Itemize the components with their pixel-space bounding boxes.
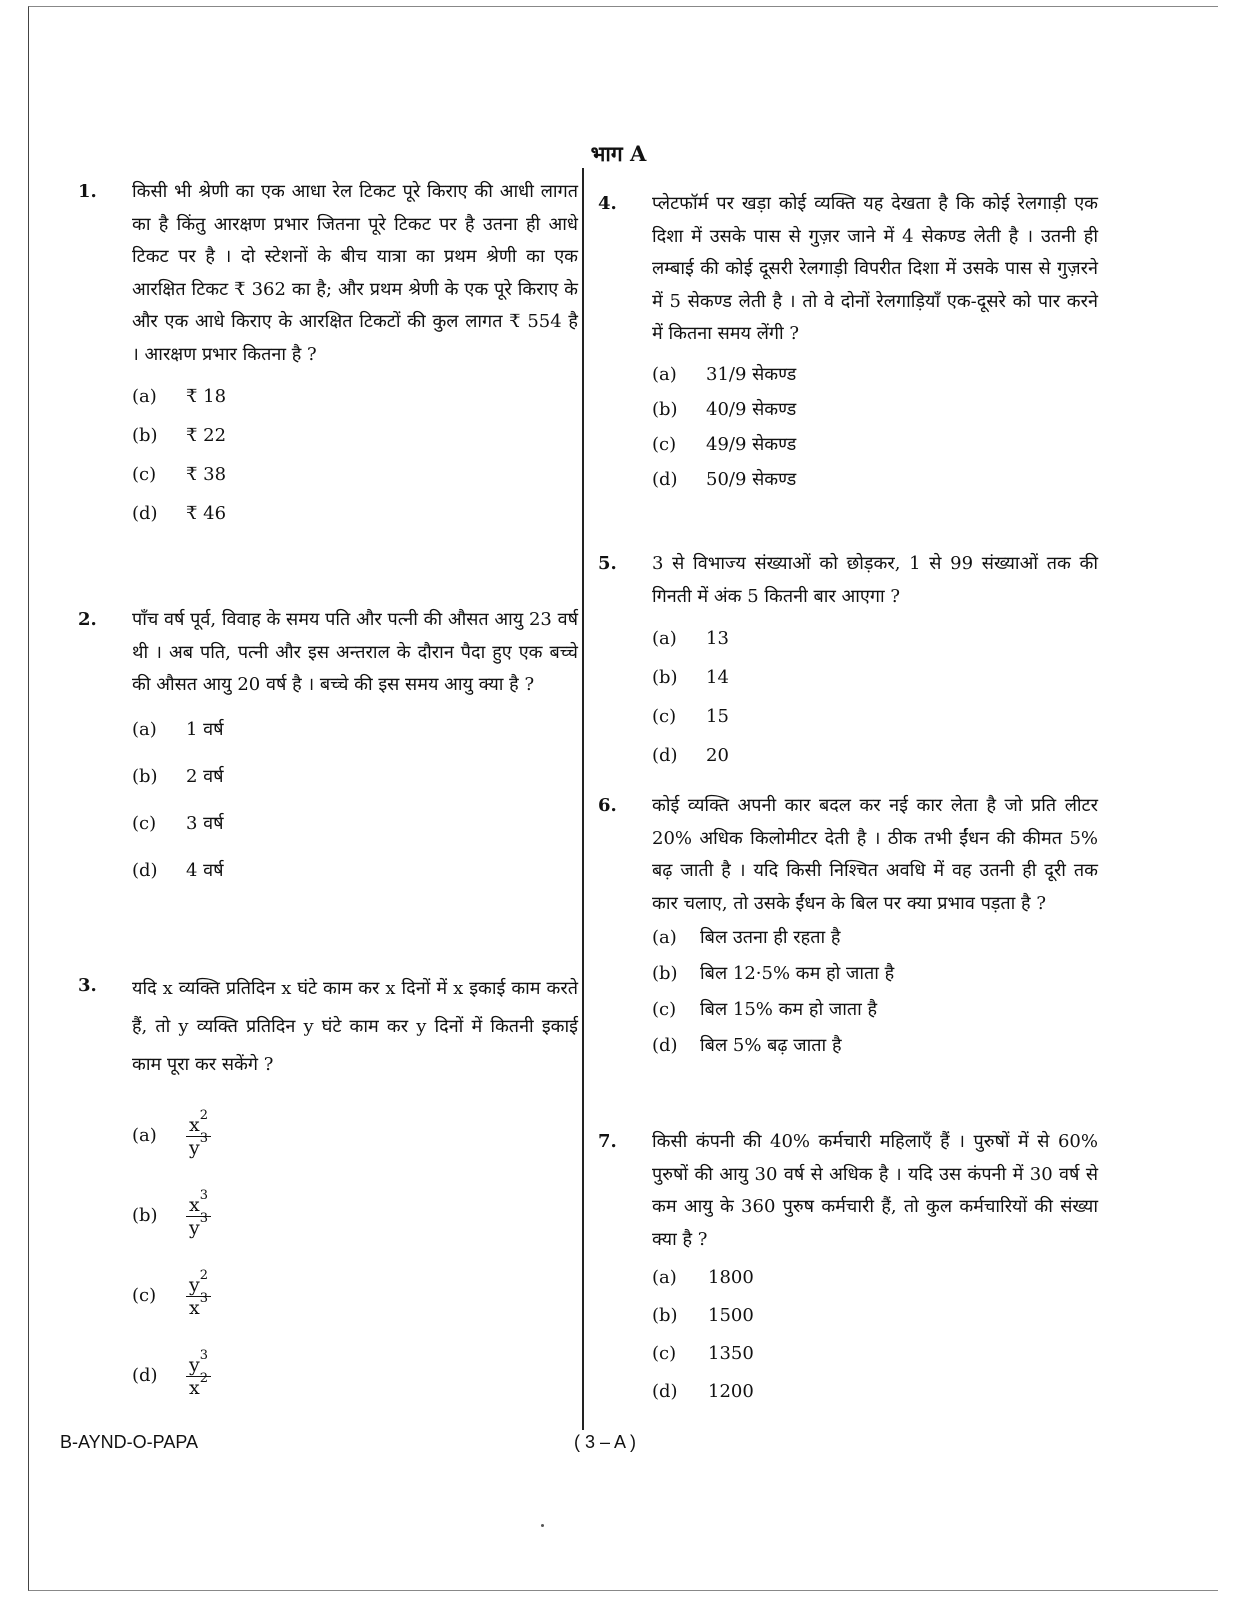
option — [652, 1338, 1098, 1370]
question-number: 7. — [598, 1131, 617, 1152]
option-label: (d) — [132, 1365, 158, 1386]
question-text: 3 से विभाज्य संख्याओं को छोड़कर, 1 से 99 संख्याओं तक की गिनती में अंक 5 कितनी बार आएगा ? — [652, 553, 1098, 607]
option-label: (b) — [132, 425, 158, 446]
option — [132, 459, 578, 491]
question-number: 5. — [598, 553, 617, 574]
option-value: बिल 15% कम हो जाता है — [700, 999, 878, 1020]
option-label: (c) — [132, 812, 157, 834]
option-label: (d) — [132, 503, 158, 524]
option — [652, 359, 1098, 391]
option-label: (d) — [652, 468, 678, 490]
option — [132, 498, 578, 530]
question-1 — [78, 176, 578, 530]
option — [652, 994, 1098, 1026]
option-label: (c) — [652, 999, 677, 1020]
option-label: (d) — [652, 745, 678, 766]
section-heading: भाग A — [590, 141, 647, 166]
question-text: पाँच वर्ष पूर्व, विवाह के समय पति और पत्नी की औसत आयु 23 वर्ष थी । अब पति, पत्नी और इस अन्तराल के दौरान पैदा हुए एक बच्चे की औसत आयु 20 वर्ष है । बच्चे की इस समय आयु क्या है ? — [132, 609, 578, 695]
option — [652, 1376, 1098, 1408]
option-value: 49/9 सेकण्ड — [706, 433, 797, 455]
option — [132, 1336, 578, 1416]
option-label: (d) — [652, 1035, 678, 1056]
page-number: ( 3 – A ) — [573, 1432, 637, 1452]
option — [132, 420, 578, 452]
option-label: (a) — [652, 628, 677, 649]
option — [132, 761, 578, 793]
option — [132, 855, 578, 887]
fraction: $\frac{y^3}{x^2}$ — [186, 1354, 211, 1399]
option-label: (a) — [132, 1125, 157, 1146]
option-value: 14 — [706, 667, 729, 688]
option — [132, 1256, 578, 1336]
option — [132, 381, 578, 413]
option-value: 1200 — [708, 1381, 754, 1402]
option — [132, 1176, 578, 1256]
question-7 — [598, 1126, 1098, 1408]
question-number: 3. — [78, 975, 97, 996]
option-value: 1800 — [708, 1267, 754, 1288]
option — [652, 464, 1098, 496]
question-number: 2. — [78, 609, 97, 630]
scan-speck — [541, 1524, 544, 1527]
option-label: (a) — [652, 1267, 677, 1288]
option-label: (a) — [652, 363, 677, 385]
option — [652, 623, 1098, 655]
option-label: (b) — [652, 963, 678, 984]
option — [652, 394, 1098, 426]
option — [132, 714, 578, 746]
option — [652, 958, 1098, 990]
option-label: (a) — [132, 718, 157, 740]
option — [132, 808, 578, 840]
question-text: किसी कंपनी की 40% कर्मचारी महिलाएँ हैं । पुरुषों में से 60% पुरुषों की आयु 30 वर्ष से अधिक है । यदि उस कंपनी में 30 वर्ष से कम आयु के 360 पुरुष कर्मचारी हैं, तो कुल कर्मचारियों की संख्या क्या है ? — [652, 1131, 1098, 1250]
option-value: 31/9 सेकण्ड — [706, 363, 797, 385]
question-2 — [78, 604, 578, 887]
option-value: बिल 12·5% कम हो जाता है — [700, 963, 895, 984]
option-value: ₹ 38 — [186, 464, 227, 485]
option-label: (b) — [132, 1205, 158, 1226]
question-text: प्लेटफॉर्म पर खड़ा कोई व्यक्ति यह देखता है कि कोई रेलगाड़ी एक दिशा में उसके पास से गुज़र जाने में 4 सेकण्ड लेती है । उतनी ही लम्बाई की कोई दूसरी रेलगाड़ी विपरीत दिशा में उसके पास से गुज़रने में 5 सेकण्ड लेती है । तो वे दोनों रेलगाड़ियाँ एक-दूसरे को पार करने में कितना समय लेंगी ? — [652, 193, 1098, 344]
fraction: $\frac{x^3}{y^3}$ — [186, 1194, 211, 1239]
option-value: ₹ 46 — [186, 503, 227, 524]
option-label: (d) — [652, 1381, 678, 1402]
option — [652, 740, 1098, 772]
option-value: 1350 — [708, 1343, 754, 1364]
option-label: (d) — [132, 859, 158, 881]
option — [652, 429, 1098, 461]
option-value: 3 वर्ष — [186, 812, 224, 834]
question-number: 1. — [78, 181, 97, 202]
option-label: (b) — [652, 398, 678, 420]
option-label: (b) — [652, 1305, 678, 1326]
option-value: 2 वर्ष — [186, 765, 224, 787]
option-value: 15 — [706, 706, 729, 727]
fraction: $\frac{x^2}{y^3}$ — [186, 1114, 211, 1159]
question-5 — [598, 548, 1098, 772]
option-value: बिल 5% बढ़ जाता है — [700, 1035, 842, 1056]
option-value: बिल उतना ही रहता है — [700, 927, 841, 948]
fraction: $\frac{y^2}{x^3}$ — [186, 1274, 211, 1319]
question-text: किसी भी श्रेणी का एक आधा रेल टिकट पूरे किराए की आधी लागत का है किंतु आरक्षण प्रभार जितना पूरे टिकट पर है उतना ही आधे टिकट पर है । दो स्टेशनों के बीच यात्रा का प्रथम श्रेणी का एक आरक्षित टिकट ₹ 362 का है; और प्रथम श्रेणी के एक पूरे किराए के और एक आधे किराए के आरक्षित टिकटों की कुल लागत ₹ 554 है । आरक्षण प्रभार कितना है ? — [132, 181, 578, 365]
option-label: (c) — [652, 1343, 677, 1364]
option — [132, 1096, 578, 1176]
question-text: कोई व्यक्ति अपनी कार बदल कर नई कार लेता है जो प्रति लीटर 20% अधिक किलोमीटर देती है । ठीक तभी ईंधन की कीमत 5% बढ़ जाती है । यदि किसी निश्चित अवधि में वह उतनी ही दूरी तक कार चलाए, तो उसके ईंधन के बिल पर क्या प्रभाव पड़ता है ? — [652, 795, 1098, 914]
option-label: (c) — [132, 1285, 157, 1306]
option-value: 50/9 सेकण्ड — [706, 468, 797, 490]
option-label: (b) — [652, 667, 678, 688]
option-label: (c) — [652, 706, 677, 727]
option-value: 1 वर्ष — [186, 718, 224, 740]
column-divider — [582, 168, 584, 1430]
booklet-code: B-AYND-O-PAPA — [60, 1432, 199, 1452]
option-value: 1500 — [708, 1305, 754, 1326]
option — [652, 1030, 1098, 1062]
option — [652, 1262, 1098, 1294]
question-text: यदि x व्यक्ति प्रतिदिन x घंटे काम कर x दिनों में x इकाई काम करते हैं, तो y व्यक्ति प्रतिदिन y घंटे काम कर y दिनों में कितनी इकाई काम पूरा कर सकेंगे ? — [132, 978, 578, 1075]
question-number: 6. — [598, 795, 617, 816]
option-label: (b) — [132, 765, 158, 787]
question-3 — [78, 970, 578, 1416]
option-label: (a) — [652, 927, 677, 948]
option-value: 20 — [706, 745, 729, 766]
option — [652, 1300, 1098, 1332]
option-value: ₹ 18 — [186, 386, 227, 407]
option — [652, 662, 1098, 694]
option-label: (c) — [132, 464, 157, 485]
option-value: 40/9 सेकण्ड — [706, 398, 797, 420]
option-value: 4 वर्ष — [186, 859, 224, 881]
option-label: (a) — [132, 386, 157, 407]
option — [652, 922, 1098, 954]
question-number: 4. — [598, 193, 617, 214]
option-label: (c) — [652, 433, 677, 455]
question-6 — [598, 790, 1098, 1062]
option-value: ₹ 22 — [186, 425, 227, 446]
option — [652, 701, 1098, 733]
option-value: 13 — [706, 628, 729, 649]
question-4 — [598, 188, 1098, 496]
